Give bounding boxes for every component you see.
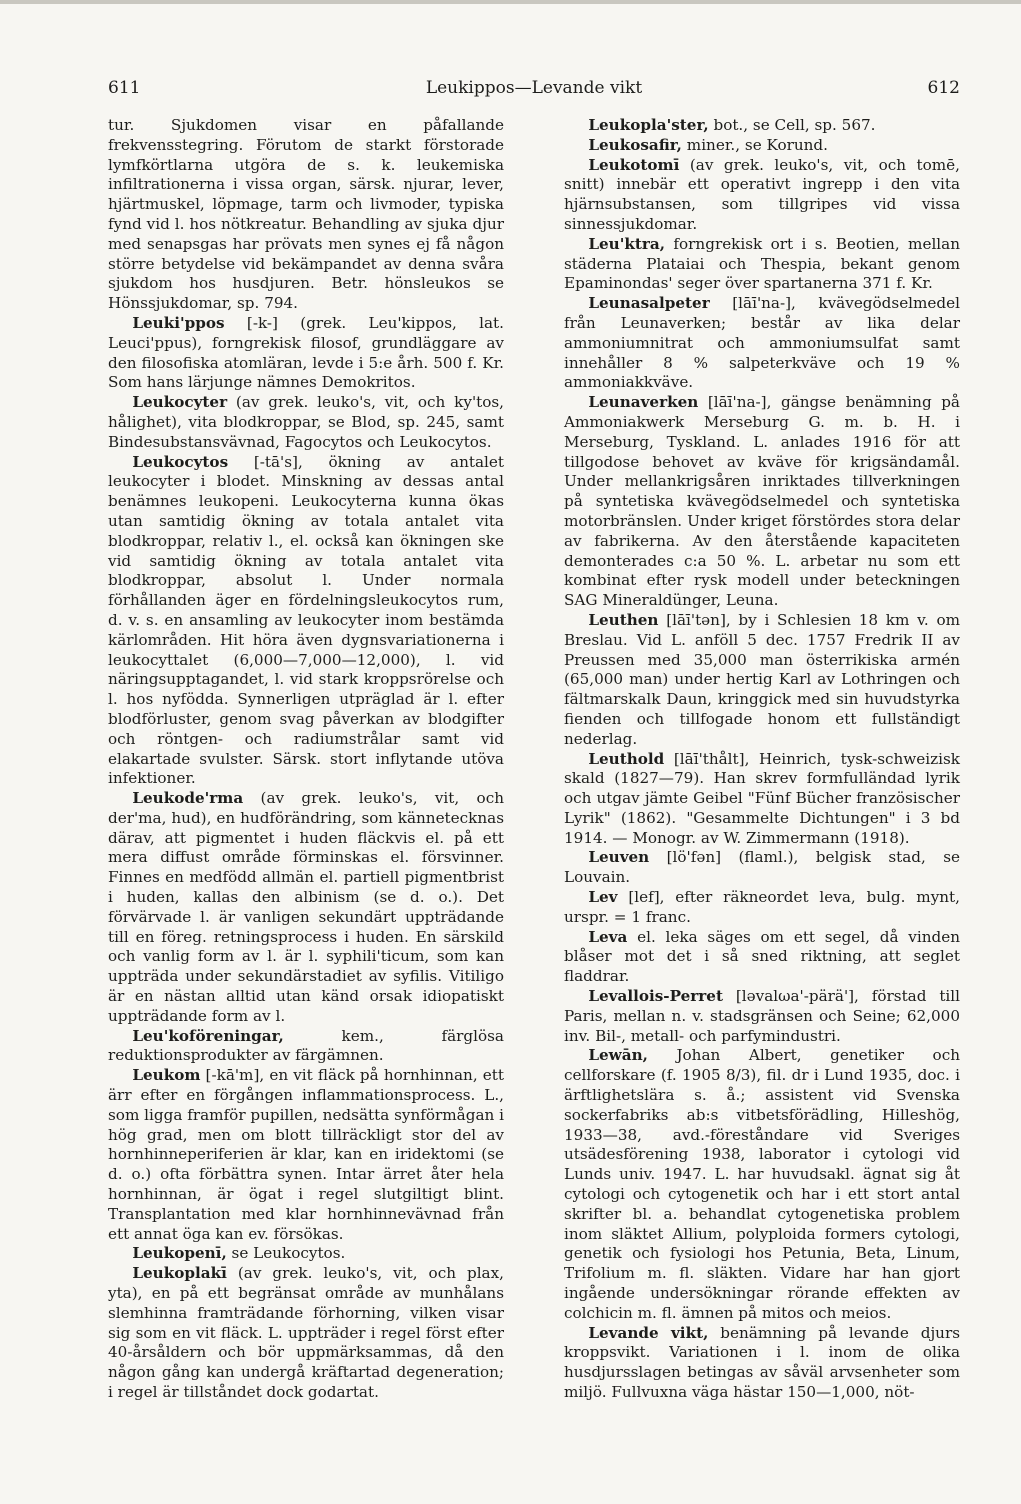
entry-leunasalpeter xyxy=(564,294,960,393)
left-column xyxy=(108,116,504,1403)
entry-text: [lāī'tən], by i Schlesien 18 km v. om Breslau. Vid L. anföll 5 dec. 1757 Fredrik II av Preussen med 35,000 man österrikiska armén (65,000 man) under hertig Karl av Lothringen och fältmarskalk Daun, kringgick med sin huvudstyrka fienden och tillfogade honom ett fullständigt nederlag. xyxy=(564,610,960,748)
entry-leukoplaki xyxy=(108,1264,504,1403)
entry-text: benämning på levande djurs kroppsvikt. Variationen i l. inom de olika husdjursslagen betingas av såväl arvsenheter som miljö. Fullvuxna väga hästar 150—1,000, nöt- xyxy=(564,1323,960,1401)
entry-text: el. leka säges om ett segel, då vinden blåser mot det i så sned riktning, att seglet fladdrar. xyxy=(564,927,960,986)
right-column xyxy=(564,116,960,1403)
entry-leukom xyxy=(108,1066,504,1244)
headword: Leukopla'ster, xyxy=(588,116,709,134)
headword: Leuthold xyxy=(588,749,665,768)
entry-text: (av grek. leuko's, vit, och plax, yta), en på ett begränsat område av munhålans slemhinna framträdande förhorning, vilken visar sig som en vit fläck. L. uppträder i regel först efter 40-årsåldern och bör uppmärksammas, då den någon gång kan undergå kräftartad degeneration; i regel är tillståndet dock godartat. xyxy=(108,1264,504,1401)
entry-leuven xyxy=(564,848,960,888)
headword: Leu'koföreningar, xyxy=(132,1026,284,1045)
entry-lev xyxy=(564,888,960,928)
entry-leuthen xyxy=(564,611,960,750)
headword: Leukocyter xyxy=(132,393,228,412)
entry-leukopeni xyxy=(108,1244,504,1264)
entry-leukippos xyxy=(108,314,504,393)
entry-text: [-k-] (grek. Leu'kippos, lat. Leuci'ppus), forngrekisk filosof, grundläggare av den filosofiska atomläran, levde i 5:e årh. 500 f. Kr. Som hans lärjunge nämnes Demokritos. xyxy=(108,313,504,392)
entry-lewan xyxy=(564,1046,960,1323)
left-page-number: 611 xyxy=(108,78,141,98)
entry-text: [-tā's], ökning av antalet leukocyter i blodet. Minskning av dessas antal benämnes leukopeni. Leukocyterna kunna ökas utan samtidig ökning av totala antalet vita blodkroppar, relativ l., el. också kan ökningen ske vid samtidig ökning av totala antalet vita blodkroppar, absolut l. Under normala förhållanden äger en fördelningsleukocytos rum, d. v. s. en ansamling av leukocyter inom bestämda kärlområden. Hit höra även dygnsvariationerna i leukocyttalet (6,000—7,000—12,000), l. vid näringsupptagandet, l. vid stark kroppsrörelse och l. hos nyfödda. Synnerligen utpräglad är l. efter blodförluster, genom svag påverkan av blodgifter och röntgen- och radiumstrålar samt vid elakartade svulster. Särsk. stort inflytande utöva infektioner. xyxy=(108,452,504,788)
entry-leukocytos xyxy=(108,453,504,790)
entry-text: [lāī'na-], kvävegödselmedel från Leunaverken; består av lika delar ammoniumnitrat och ammoniumsulfat samt innehåller 8 % salpeterkväve och 19 % ammoniakkväve. xyxy=(564,294,960,392)
entry-leukoderma xyxy=(108,789,504,1027)
entry-levallois-perret xyxy=(564,987,960,1046)
entry-continuation xyxy=(108,116,504,314)
entry-text: [-kā'm], en vit fläck på hornhinnan, ett ärr efter en förgången inflammationsprocess. L., som ligga framför pupillen, nedsätta synförmågan i hög grad, men om blott tillräckligt stor del av hornhinneperiferien är klar, kan en iridektomi (se d. o.) ofta förbättra synen. Intar ärret åter hela hornhinnan, är ögat i regel slutgiltigt blint. Transplantation med klar hornhinnevävnad från ett annat öga kan ev. försökas. xyxy=(108,1066,504,1243)
entry-leva xyxy=(564,928,960,987)
entry-leukoforeningar xyxy=(108,1027,504,1067)
headword: Levande vikt, xyxy=(588,1323,709,1342)
headword: Leva xyxy=(588,927,628,946)
entry-leukoplaster xyxy=(564,116,960,136)
headword: Leukoplakī xyxy=(132,1264,227,1283)
entry-text: bot., se Cell, sp. 567. xyxy=(708,116,876,134)
running-head: Leukippos—Levande vikt xyxy=(425,78,643,98)
entry-leukotomi xyxy=(564,156,960,235)
entry-text: kem., färglösa reduktionsprodukter av färgämnen. xyxy=(108,1026,504,1065)
entry-text: forngrekisk ort i s. Beotien, mellan städerna Plataiai och Thespia, bekant genom Epaminondas' seger över spartanerna 371 f. Kr. xyxy=(564,234,960,293)
entry-text: (av grek. leuko's, vit, och tomē, snitt) innebär ett operativt ingrepp i den vita hjärnsubstansen, som tillgripes vid vissa sinnessjukdomar. xyxy=(564,155,960,233)
entry-text: [lef], efter räkneordet leva, bulg. mynt, urspr. = 1 franc. xyxy=(564,888,960,926)
headword: Leukode'rma xyxy=(132,789,244,808)
entry-text: [ləvalωa'-pärä'], förstad till Paris, mellan n. v. stadsgränsen och Seine; 62,000 inv. Bil-, metall- och parfymindustri. xyxy=(564,987,960,1045)
entry-leuktra xyxy=(564,235,960,294)
entry-levande-vikt xyxy=(564,1324,960,1403)
headword: Lev xyxy=(588,888,618,907)
headword: Leuki'ppos xyxy=(132,313,225,332)
entry-leunaverken xyxy=(564,393,960,611)
right-page-number: 612 xyxy=(927,78,960,98)
entry-text: Johan Albert, genetiker och cellforskare (f. 1905 8/3), fil. dr i Lund 1935, doc. i ärftlighetslära s. å.; assistent vid Svenska sockerfabriks ab:s vitbetsförädling, Hilleshög, 1933—38, avd.-föreståndare vid Sveriges utsädesförening 1938, laborator i cytologi vid Lunds univ. 1947. L. har huvudsakl. ägnat sig åt cytologi och cytogenetik och har i ett stort antal skrifter bl. a. behandlat cytogenetiska problem inom släktet Allium, polyploida formers cytologi, genetik och fysiologi hos Petunia, Beta, Linum, Trifolium m. fl. släkten. Vidare har han gjort ingående undersökningar rörande effekten av colchicin m. fl. ämnen på mitos och meios. xyxy=(564,1046,960,1322)
headword: Leukopenī, xyxy=(132,1244,227,1263)
entry-text: miner., se Korund. xyxy=(681,135,828,154)
headword: Lewān, xyxy=(588,1046,648,1065)
headword: Leunaverken xyxy=(588,393,699,412)
headword: Leuthen xyxy=(588,610,659,629)
headword: Leu'ktra, xyxy=(588,234,666,253)
headword: Leuven xyxy=(588,848,650,867)
entry-text: [lāī'na-], gängse benämning på Ammoniakwerk Merseburg G. m. b. H. i Merseburg, Tyskland. L. anlades 1916 för att tillgodose behovet av kväve för krigsändamål. Under mellankrigsåren inriktades tillverkningen på syntetiska kvävegödselmedel och syntetiska motorbränslen. Under kriget förstördes stora delar av fabrikerna. Av den återstående kapaciteten demonterades c:a 50 %. L. arbetar nu som ett kombinat efter rysk modell under beteckningen SAG Mineraldünger, Leuna. xyxy=(564,393,960,610)
entry-text: [lāī'thålt], Heinrich, tysk-schweizisk skald (1827—79). Han skrev formfulländad lyrik och utgav jämte Geibel "Fünf Bücher französischer Lyrik" (1862). "Gesammelte Dichtungen" i 3 bd 1914. — Monogr. av W. Zimmermann (1918). xyxy=(564,749,960,847)
headword: Leukocytos xyxy=(132,452,229,471)
entry-text: (av grek. leuko's, vit, och der'ma, hud), en hudförändring, som kännetecknas därav, att pigmentet i huden fläckvis el. på ett mera diffust område förminskas el. försvinner. Finnes en medfödd allmän el. partiell pigmentbrist i huden, kallas den albinism (se d. o.). Det förvärvade l. är vanligen sekundärt uppträdande till en föreg. retningsprocess i huden. En särskild och vanlig form av l. är l. syphili'ticum, som kan uppträda under sekundärstadiet av syfilis. Vitiligo är en nästan alltid utan känd orsak idiopatiskt uppträdande form av l. xyxy=(108,789,504,1025)
page-header xyxy=(108,78,960,104)
entry-text: (av grek. leuko's, vit, och ky'tos, hålighet), vita blodkroppar, se Blod, sp. 245, samt Bindesubstansvävnad, Fagocytos och Leukocytos. xyxy=(108,393,504,451)
entry-leukocyter xyxy=(108,393,504,452)
entry-leuthold xyxy=(564,750,960,849)
headword: Levallois-Perret xyxy=(588,987,723,1006)
headword: Leunasalpeter xyxy=(588,294,710,313)
entry-leukosafir xyxy=(564,136,960,156)
headword: Leukotomī xyxy=(588,155,680,174)
entry-text: [lö'fən] (flaml.), belgisk stad, se Louvain. xyxy=(564,848,960,887)
headword: Leukosafir, xyxy=(588,135,682,154)
headword: Leukom xyxy=(132,1066,201,1085)
entry-text: se Leukocytos. xyxy=(226,1244,346,1263)
scan-edge xyxy=(0,0,1021,4)
entry-text: tur. Sjukdomen visar en påfallande frekvensstegring. Förutom de starkt förstorade lymfkörtlarna utgöra de s. k. leukemiska infiltrationerna i vissa organ, särsk. njurar, lever, hjärtmuskel, löpmage, tarm och livmoder, typiska fynd vid l. hos nötkreatur. Behandling av sjuka djur med senapsgas har prövats men synes ej få någon större betydelse vid bekämpandet av denna svåra sjukdom hos husdjuren. Betr. hönsleukos se Hönssjukdomar, sp. 794. xyxy=(108,116,504,313)
